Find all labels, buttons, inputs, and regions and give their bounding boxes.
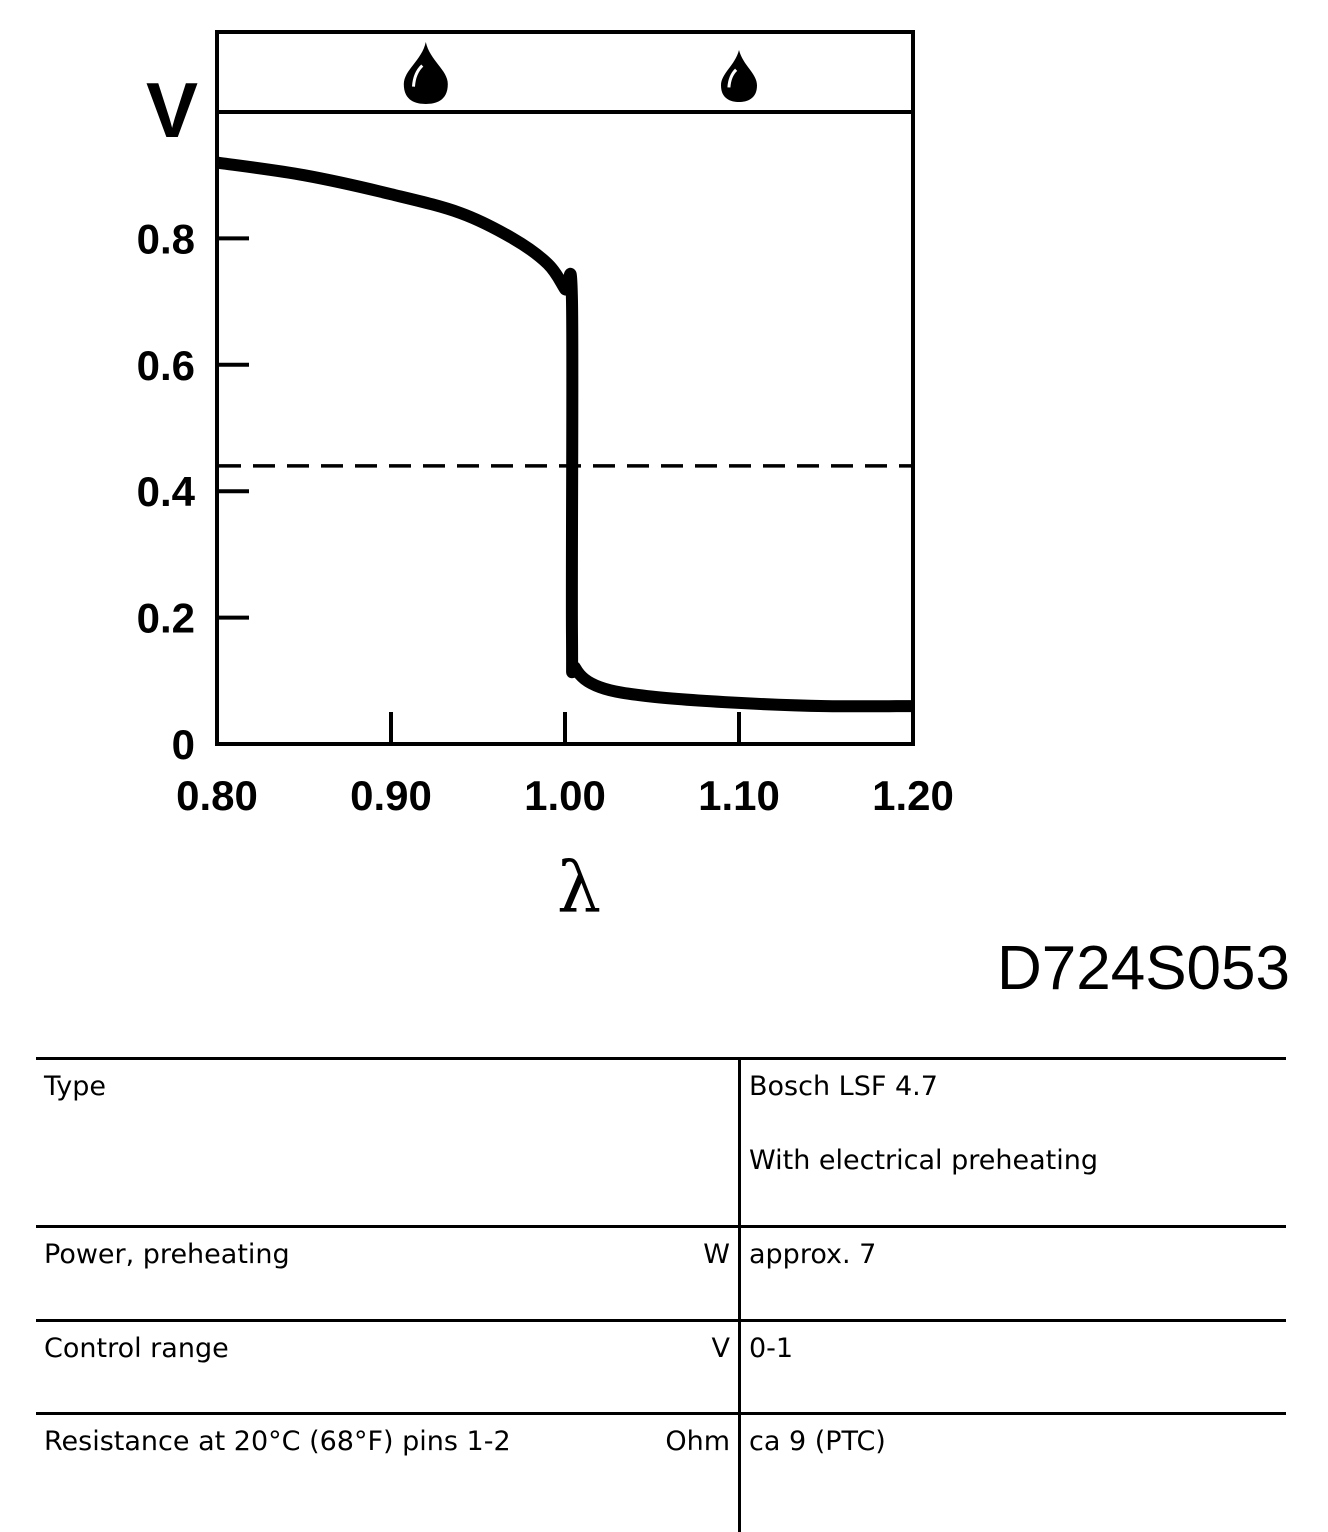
spec-unit (542, 1059, 740, 1227)
spec-row-type (36, 1059, 1286, 1227)
droplet-icon (721, 50, 757, 102)
spec-row-power (36, 1227, 1286, 1321)
spec-table (36, 1057, 1286, 1532)
x-axis-title: λ (556, 847, 602, 929)
x-tick-label: 0.90 (350, 772, 432, 819)
y-tick-label: 0.8 (136, 215, 195, 263)
droplet-shape (721, 50, 757, 102)
spec-row-resistance (36, 1414, 1286, 1532)
spec-param: Control range (44, 1333, 229, 1364)
plot-border (217, 32, 913, 744)
x-tick-label: 1.20 (872, 772, 954, 819)
spec-value: ca 9 (PTC) (749, 1426, 886, 1457)
x-tick-label: 1.00 (524, 772, 606, 819)
spec-param: Resistance at 20°C (68°F) pins 1-2 (44, 1426, 511, 1457)
spec-value: 0-1 (749, 1333, 794, 1364)
y-axis-title: V (145, 66, 199, 154)
spec-param: Power, preheating (44, 1239, 290, 1270)
spec-unit: V (542, 1321, 740, 1414)
spec-unit: W (542, 1227, 740, 1321)
spec-value-sub: With electrical preheating (749, 1145, 1098, 1176)
x-tick-label: 0.80 (176, 772, 258, 819)
y-tick-label: 0.6 (136, 341, 195, 389)
y-tick-label: 0.2 (136, 594, 195, 642)
x-tick-label: 1.10 (698, 772, 780, 819)
spec-row-control-range (36, 1321, 1286, 1414)
spec-param: Type (44, 1071, 107, 1102)
droplet-icon (404, 42, 448, 104)
chart-marks (217, 42, 913, 706)
spec-value (740, 1059, 1287, 1227)
series-line-sensor-voltage (217, 163, 913, 707)
droplet-shape (404, 42, 448, 104)
y-tick-label: 0 (171, 721, 195, 768)
spec-unit: Ohm (542, 1414, 740, 1532)
spec-value: approx. 7 (749, 1239, 877, 1270)
diagram-code: D724S053 (996, 934, 1290, 1003)
spec-value-main: Bosch LSF 4.7 (749, 1071, 938, 1102)
y-tick-label: 0.4 (136, 468, 195, 516)
